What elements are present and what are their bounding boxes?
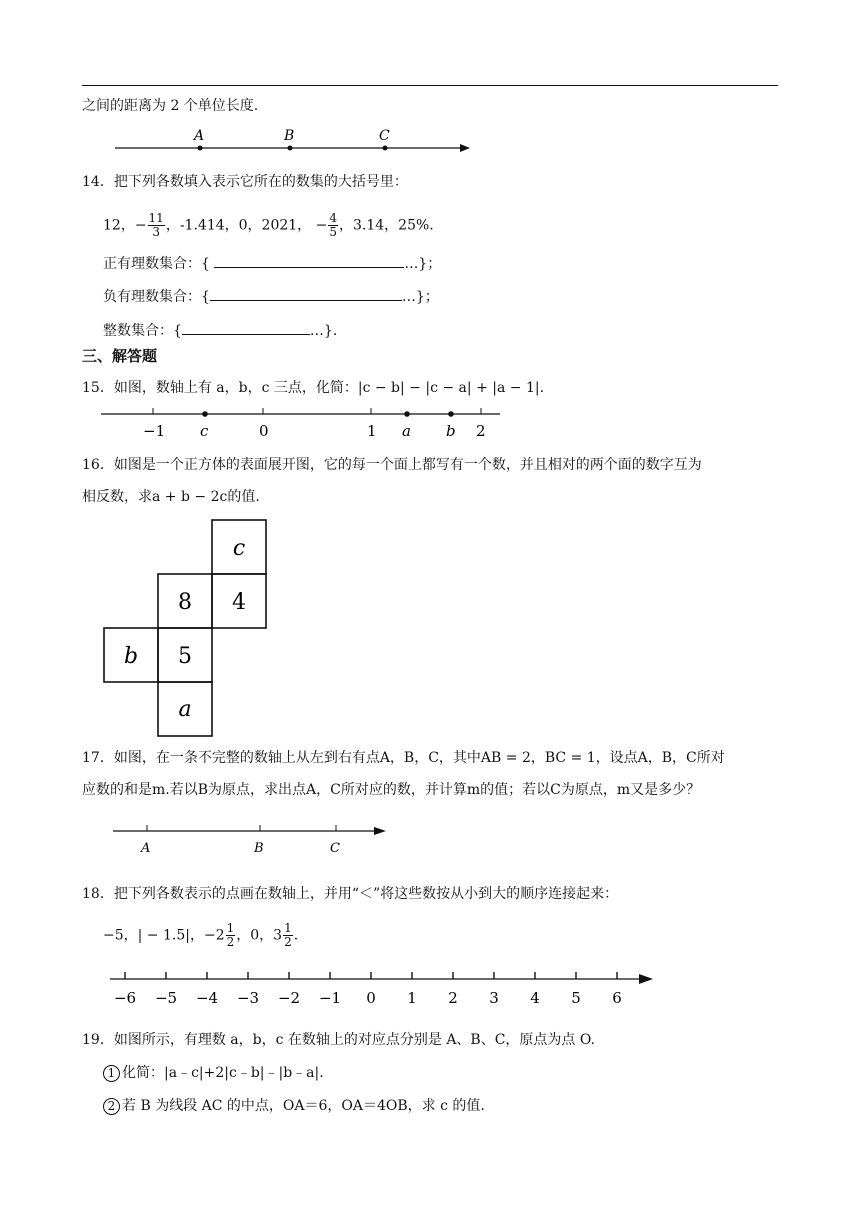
q17-label-a: A [141,841,151,856]
q17-line1: 17．如图，在一条不完整的数轴上从左到右有点A，B，C，其中AB = 2，BC = 1，设点A，B，C所对 [82,750,725,766]
q18-frac-1: $\frac{1}{2}$ [226,921,235,949]
q18-tick-label: 6 [612,989,622,1007]
q18-number-line [105,965,660,1007]
q14-integer-blank[interactable] [182,320,310,335]
q19-sub2 [103,1096,485,1116]
q19-sub2-text: 若 B 为线段 AC 的中点，OA＝6，OA＝4OB，求 c 的值. [122,1098,485,1114]
q18-tick-label: −6 [113,989,137,1007]
q19-intro: 19．如图所示，有理数 a，b，c 在数轴上的对应点分别是 A、B、C，原点为点 O. [82,1032,595,1048]
q14-nums-c: − [315,217,328,234]
q19-sub1 [103,1063,324,1083]
q18-tick-label: 1 [407,989,417,1007]
q19-circle-1: 1 [103,1065,120,1082]
q14-integer-label: 整数集合：{ [103,323,182,339]
q18-axis-arrow [639,974,653,984]
q16-cell-4: 4 [232,590,246,615]
q13-point-c [383,146,388,151]
q16-line1: 16．如图是一个正方体的表面展开图，它的每一个面上都写有一个数，并且相对的两个面的数字互为 [82,457,702,473]
q16-cell-8: 8 [178,590,192,615]
q14-negative-blank[interactable] [210,286,402,301]
q18-tick-label: −2 [277,989,301,1007]
q17-label-b: B [254,841,264,856]
q18-tick-label: 0 [366,989,376,1007]
q18-tick-label: −1 [318,989,342,1007]
q15-tick-label-2: 2 [476,422,486,440]
q14-frac-4-5: $\frac{4}{5}$ [329,211,338,239]
q16-cell-5: 5 [178,644,192,669]
q18-tick-label: 4 [530,989,540,1007]
q14-nums-a: 12，− [103,217,147,234]
q17-label-c: C [330,841,340,856]
q18-tick-label: 5 [571,989,581,1007]
page-top-rule [82,85,778,86]
q17-number-line [110,820,395,858]
q15-number-line [95,400,505,442]
q14-nums-d: ，3.14，25%. [339,217,434,234]
q19-sub1-text: 化简：|a﹣c|+2|c﹣b|﹣|b﹣a|. [122,1065,324,1081]
q18-intro: 18．把下列各数表示的点画在数轴上，并用“＜”将这些数按从小到大的顺序连接起来： [82,886,619,902]
q15-point-label-b: b [446,422,456,440]
q18-tick-label: −4 [195,989,219,1007]
q16-line2: 相反数，求a + b − 2c的值. [82,489,260,505]
q14-number-list [103,212,434,239]
q18-number-list: −5，| − 1.5|，−2 $\frac{1}{2}$ ，0，3 $\frac{1}{2}$ . [103,921,299,949]
q13-label-b: B [284,128,295,144]
q13-number-line [110,122,480,162]
q17-line2: 应数的和是m.若以B为原点，求出点A，C所对应的数，并计算m的值；若以C为原点，m又是多少？ [82,782,701,798]
q14-positive-blank[interactable] [214,253,404,268]
q18-ticks [114,972,622,1007]
q16-cell-b: b [123,644,139,669]
q13-label-a: A [194,128,205,144]
q15-tick-label-1: 1 [367,422,377,440]
q14-integer-set: 整数集合：{ …}. [103,320,337,341]
q14-positive-set: 正有理数集合：{ …}； [103,253,441,274]
q13-label-c: C [379,128,390,144]
q14-negative-label: 负有理数集合：{ [103,289,210,305]
q14-intro: 14．把下列各数填入表示它所在的数集的大括号里： [82,174,408,190]
q18-tick-label: −5 [154,989,178,1007]
q15-point-b [448,411,454,417]
q14-positive-label: 正有理数集合：{ [103,256,210,272]
q16-cell-c: c [232,536,246,561]
q19-circle-2: 2 [103,1098,120,1115]
q15-point-c [202,411,208,417]
q16-cell-a: a [178,697,192,722]
q14-negative-set: 负有理数集合：{ …}； [103,286,439,307]
section-heading: 三、解答题 [82,347,158,365]
q13-point-b [288,146,293,151]
q13-axis-arrow [460,144,470,152]
q15-point-label-a: a [402,422,411,440]
q15-tick-label-neg1: −1 [143,422,166,440]
q18-frac-2: $\frac{1}{2}$ [284,921,292,949]
q18-nums-2: ，0，3 [236,927,283,944]
q18-tick-label: 2 [448,989,458,1007]
q14-nums-b: ，-1.414，0，2021， [165,217,312,234]
q14-frac-11-3: $\frac{11}{3}$ [148,211,164,239]
q15-point-label-c: c [200,422,209,440]
q16-cube-net [100,515,272,740]
q18-tick-label: −3 [236,989,260,1007]
q18-nums-1: −5，| − 1.5|，−2 [103,927,225,944]
q15-point-a [404,411,410,417]
q17-axis-arrow [374,827,386,835]
q15-tick-label-0: 0 [259,422,269,440]
q13-point-a [198,146,203,151]
q13-tail-text: 之间的距离为 2 个单位长度. [82,98,259,114]
q18-tick-label: 3 [489,989,499,1007]
q15-text: 15．如图，数轴上有 a，b，c 三点，化简：|c − b| − |c − a| + |a − 1|. [82,380,545,396]
